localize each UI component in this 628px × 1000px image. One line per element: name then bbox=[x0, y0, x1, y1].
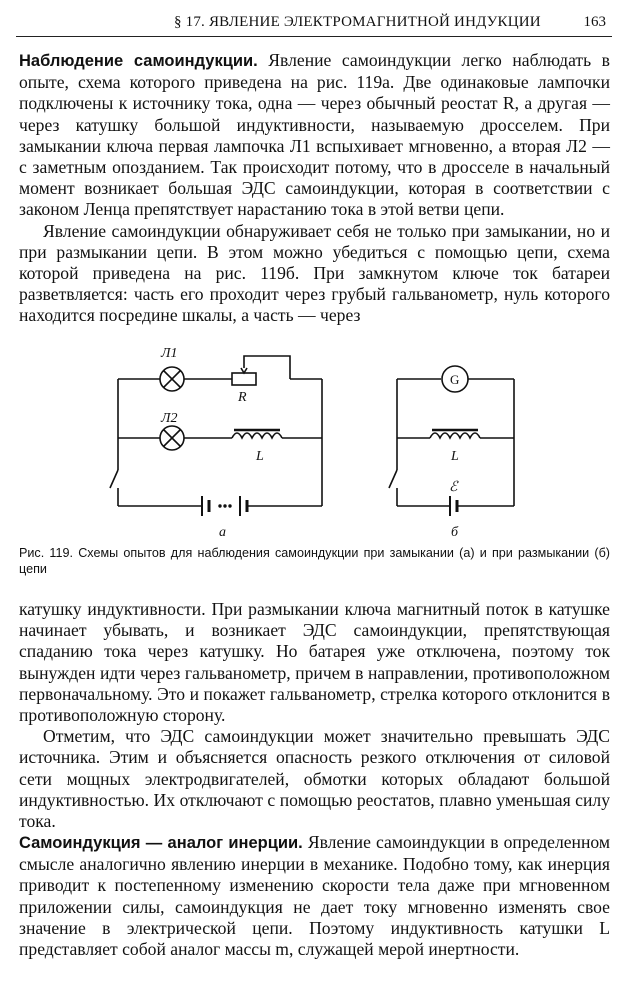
paragraph-text: Явление самоиндукции в определенном смысле аналогично явлению инерции в механике. Подобно тому, как инерция приводит к постепенному изменению скорости тела даже при мгновенном приложении силы, самоиндукция не дает току мгновенно изменять свое значение в электрической цепи. Поэтому индуктивность катушки L представляет собой аналог массы m, служащей мерой инертности. bbox=[19, 832, 610, 960]
section-continuation bbox=[19, 599, 610, 832]
paragraph: катушку индуктивности. При размыкании ключа магнитный поток в катушке начинает убывать, и возникает ЭДС самоиндукции, препятствующая спаданию тока через катушку. Но батарея уже отключена, поэтому ток вынужден идти через гальванометр, причем в направлении, противоположном первоначальному. Это и покажет гальванометр, стрелка которого отклонится в противоположную сторону. bbox=[19, 599, 610, 726]
switch-b-symbol bbox=[389, 470, 397, 488]
coil-a-symbol bbox=[232, 430, 282, 438]
lamp1-symbol bbox=[160, 367, 184, 391]
label-panel-a: а bbox=[219, 525, 226, 540]
circuit-a bbox=[110, 356, 322, 516]
section-heading: Самоиндукция — аналог инерции. bbox=[19, 834, 303, 852]
switch-a-symbol bbox=[110, 470, 118, 488]
chapter-title: § 17. ЯВЛЕНИЕ ЭЛЕКТРОМАГНИТНОЙ ИНДУКЦИИ bbox=[174, 14, 541, 30]
label-rheostat: R bbox=[238, 390, 247, 405]
label-lamp1: Л1 bbox=[161, 346, 178, 361]
label-galvanometer: G bbox=[450, 372, 460, 387]
section-self-induction-inertia-analogy bbox=[19, 832, 610, 960]
section-heading: Наблюдение самоиндукции. bbox=[19, 52, 258, 70]
figure-119-circuit-diagrams bbox=[0, 338, 628, 543]
label-lamp2: Л2 bbox=[161, 411, 178, 426]
figure-caption: Рис. 119. Схемы опытов для наблюдения самоиндукции при замыкании (а) и при размыкании (б) цепи bbox=[19, 546, 610, 576]
paragraph: Явление самоиндукции обнаруживает себя не только при замыкании, но и при размыкании цепи. В этом можно убедиться с помощью цепи, схема которой приведена на рис. 119б. При замкнутом ключе ток батареи разветвляется: часть его проходит через грубый гальванометр, нуль которого находится посредине шкалы, а часть — через bbox=[19, 220, 610, 326]
label-coil-a: L bbox=[256, 449, 264, 464]
paragraph bbox=[19, 50, 610, 221]
paragraph bbox=[19, 832, 610, 960]
section-observation-of-self-induction bbox=[19, 50, 610, 327]
coil-b-symbol bbox=[430, 430, 480, 438]
page-number: 163 bbox=[583, 14, 606, 30]
battery-a-symbol bbox=[202, 496, 247, 516]
paragraph: Отметим, что ЭДС самоиндукции может значительно превышать ЭДС источника. Этим и объясняется опасность резкого отключения от силовой сети мощных электродвигателей, обмотки которых обладают большой индуктивностью. Их отключают с помощью реостатов, плавно уменьшая силу тока. bbox=[19, 726, 610, 832]
label-coil-b: L bbox=[451, 449, 459, 464]
label-panel-b: б bbox=[451, 525, 459, 540]
running-header bbox=[16, 10, 612, 37]
battery-b-symbol bbox=[450, 496, 457, 516]
paragraph-text: Явление самоиндукции легко наблюдать в опыте, схема которого приведена на рис. 119а. Две одинаковые лампочки подключены к источнику тока, одна — через обычный реостат R, а другая — через катушку большой индуктивности, называемую дросселем. При замыкании ключа первая лампочка Л1 вспыхивает мгновенно, а вторая Л2 — с заметным опозданием. Так происходит потому, что в дросселе в начальный момент возникает большая ЭДС самоиндукции, которая в соответствии с законом Ленца препятствует нарастанию тока в этой ветви цепи. bbox=[19, 50, 610, 220]
label-emf: ℰ bbox=[449, 480, 458, 495]
lamp2-symbol bbox=[160, 426, 184, 450]
rheostat-symbol bbox=[232, 373, 256, 385]
